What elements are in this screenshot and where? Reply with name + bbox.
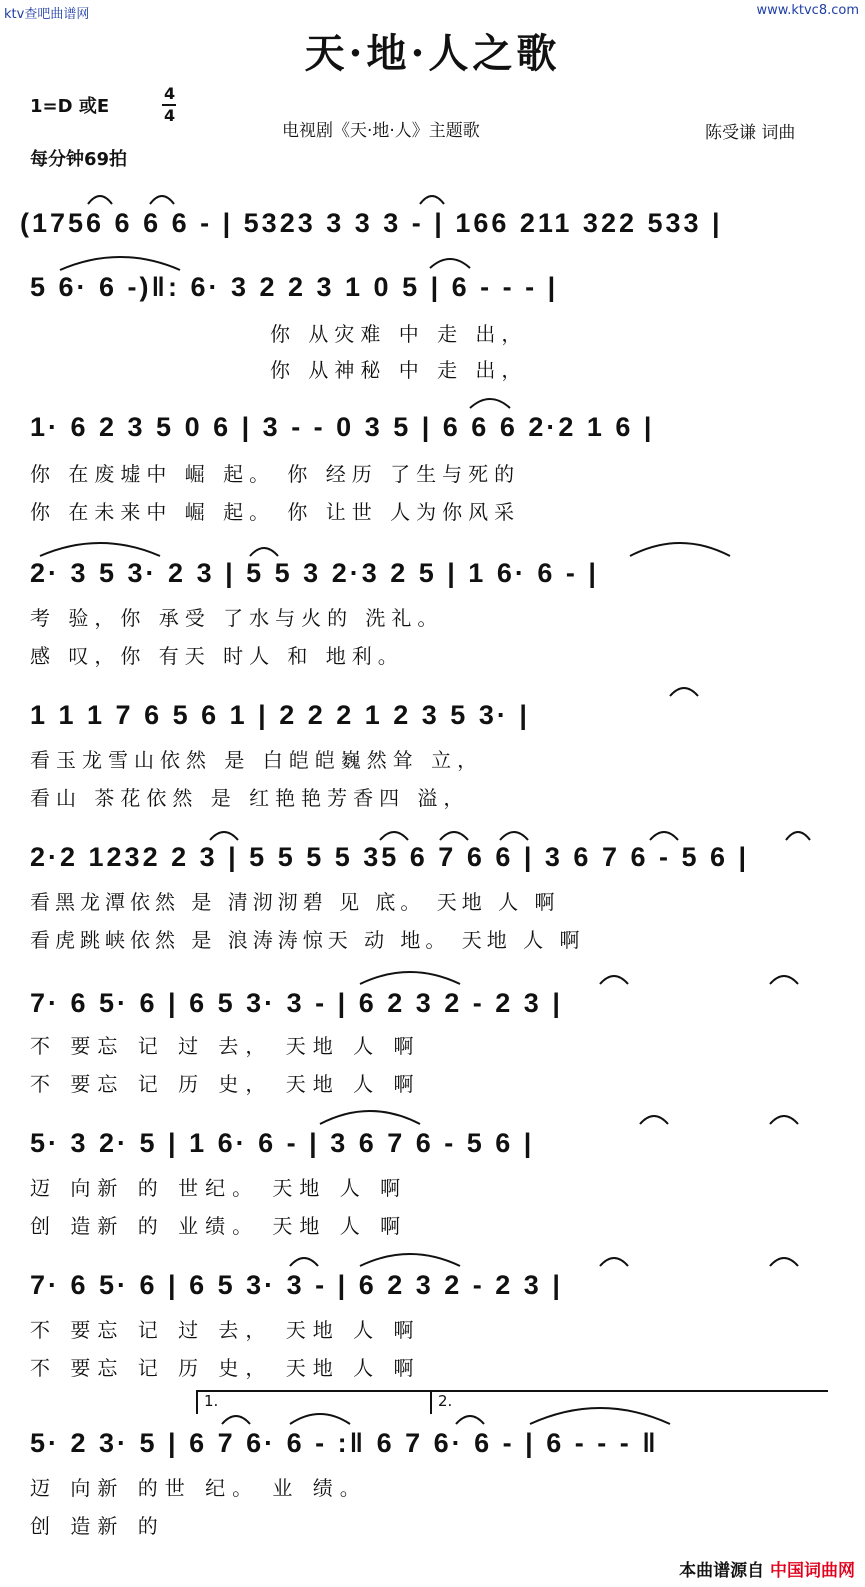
notation-line: 5 6· 6 -)‖: 6· 3 2 2 3 1 0 5 | 6 - - - | <box>30 272 559 302</box>
slur <box>770 1258 798 1266</box>
slur <box>470 399 510 408</box>
slur <box>440 832 468 840</box>
lyric-verse-2: 你 在未来中 崛 起。 你 让世 人为你风采 <box>30 500 521 524</box>
slur <box>222 1416 250 1424</box>
watermark-left: ktv查吧曲谱网 <box>4 7 90 22</box>
time-signature-top: 4 <box>164 84 176 103</box>
author: 陈受谦 词曲 <box>705 123 796 143</box>
notation-line: 2·2 1232 2 3 | 5 5 5 5 35 6 7 6 6 | 3 6 7 6 - 5 6 | <box>30 842 750 872</box>
slur <box>360 1254 460 1266</box>
lyric-verse-1: 看玉龙雪山依然 是 白皑皑巍然耸 立， <box>30 748 484 772</box>
lyric-verse-1: 你 在废墟中 崛 起。 你 经历 了生与死的 <box>30 462 521 486</box>
lyric-verse-2: 不 要忘 记 历 史， 天地 人 啊 <box>30 1356 421 1380</box>
watermark-right: www.ktvc8.com <box>756 3 859 18</box>
notation-line: 5· 2 3· 5 | 6 7 6· 6 - :‖ 6 7 6· 6 - | 6 - - - ‖ <box>30 1428 659 1458</box>
slur <box>360 972 460 984</box>
notation-line: 5· 3 2· 5 | 1 6· 6 - | 3 6 7 6 - 5 6 | <box>30 1128 535 1158</box>
slur <box>430 259 470 268</box>
slur <box>786 832 810 840</box>
lyric-verse-2: 看虎跳峡依然 是 浪涛涛惊天 动 地。 天地 人 啊 <box>30 928 585 952</box>
lyric-verse-2: 看山 茶花依然 是 红艳艳芳香四 溢， <box>30 786 470 810</box>
source-label: 本曲谱源自 <box>679 1561 765 1581</box>
song-title: 天·地·人之歌 <box>304 30 561 77</box>
lyric-verse-2: 创 造新 的 业绩。 天地 人 啊 <box>30 1214 408 1238</box>
key-signature: 1=D 或E <box>30 96 110 117</box>
volta-label-first: 1. <box>204 1392 219 1410</box>
lyric-verse-1: 考 验，你 承受 了水与火的 洗礼。 <box>30 606 444 630</box>
subtitle: 电视剧《天·地·人》主题歌 <box>282 121 480 141</box>
slur <box>210 832 238 840</box>
lyric-verse-1: 看黑龙潭依然 是 清沏沏碧 见 底。 天地 人 啊 <box>30 890 560 914</box>
lyric-verse-2: 你 从神秘 中 走 出， <box>270 358 528 382</box>
slur <box>320 1111 420 1124</box>
lyric-verse-2: 不 要忘 记 历 史， 天地 人 啊 <box>30 1072 421 1096</box>
volta-bracket-first <box>196 1390 430 1414</box>
slur <box>380 832 408 840</box>
notation-line: 1 1 1 7 6 5 6 1 | 2 2 2 1 2 3 5 3· | <box>30 700 530 730</box>
source-site[interactable]: 中国词曲网 <box>770 1561 855 1581</box>
time-signature-bottom: 4 <box>164 106 176 125</box>
slur <box>600 1258 628 1266</box>
notation-line: 1· 6 2 3 5 0 6 | 3 - - 0 3 5 | 6 6 6 2·2 1 6 | <box>30 412 655 442</box>
slur <box>290 1258 318 1266</box>
lyric-verse-2: 创 造新 的 <box>30 1514 165 1538</box>
tempo-marking: 每分钟69拍 <box>30 149 128 170</box>
notation-line: 7· 6 5· 6 | 6 5 3· 3 - | 6 2 3 2 - 2 3 | <box>30 1270 563 1300</box>
slur <box>420 196 444 204</box>
volta-label-second: 2. <box>438 1392 453 1410</box>
slur <box>500 832 528 840</box>
slur <box>640 1116 668 1124</box>
slur <box>60 257 180 270</box>
source-credit <box>679 1556 855 1581</box>
slur <box>40 543 160 556</box>
slur <box>630 543 730 556</box>
notation-line: (1756 6 6 6 - | 5323 3 3 3 - | 166 211 322 533 | <box>20 208 723 238</box>
slur <box>600 976 628 984</box>
lyric-verse-1: 不 要忘 记 过 去， 天地 人 啊 <box>30 1034 421 1058</box>
lyric-verse-1: 不 要忘 记 过 去， 天地 人 啊 <box>30 1318 421 1342</box>
lyric-verse-1: 迈 向新 的世 纪。 业 绩。 <box>30 1476 367 1500</box>
lyric-verse-1: 你 从灾难 中 走 出， <box>270 322 528 346</box>
slur <box>88 196 112 204</box>
lyric-verse-1: 迈 向新 的 世纪。 天地 人 啊 <box>30 1176 408 1200</box>
slur <box>770 1116 798 1124</box>
notation-line: 2· 3 5 3· 2 3 | 5 5 3 2·3 2 5 | 1 6· 6 - | <box>30 558 599 588</box>
slur <box>670 688 698 696</box>
slur <box>650 832 678 840</box>
slur <box>770 976 798 984</box>
slur <box>290 1414 350 1424</box>
slur <box>456 1416 484 1424</box>
slur <box>150 196 174 204</box>
notation-line: 7· 6 5· 6 | 6 5 3· 3 - | 6 2 3 2 - 2 3 | <box>30 988 563 1018</box>
volta-bracket-second <box>430 1390 828 1414</box>
lyric-verse-2: 感 叹，你 有天 时人 和 地利。 <box>30 644 404 668</box>
slur <box>250 548 278 556</box>
